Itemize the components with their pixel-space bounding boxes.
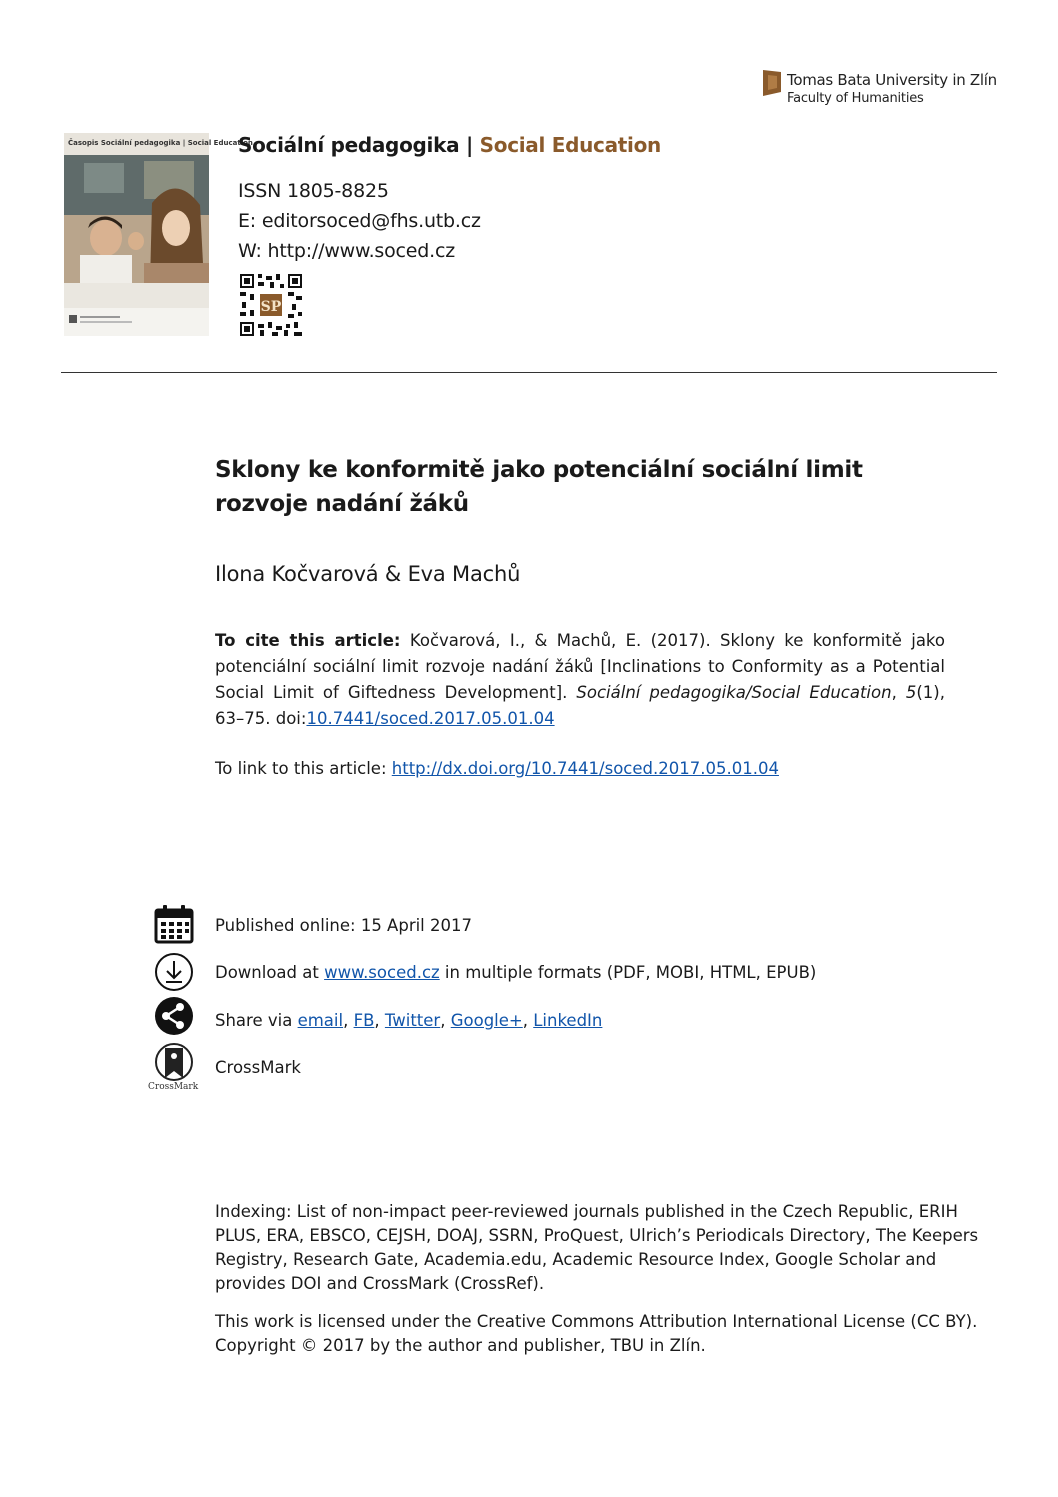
share-facebook-link[interactable]: FB	[353, 1011, 375, 1030]
share-icon[interactable]	[152, 994, 196, 1038]
citation-separator: ,	[891, 683, 906, 702]
crossmark-icon[interactable]	[152, 1042, 196, 1086]
university-logo	[761, 68, 1001, 112]
download-icon[interactable]	[152, 950, 196, 994]
article-link-line	[215, 759, 779, 778]
citation-text: Kočvarová, I., & Machů, E. (2017). Sklony ke konformitě jako potenciální sociální limit rozvoje nadání žáků [Inclinations to Conformity as a Potential Social Limit of Giftedness Development].	[215, 631, 945, 702]
license-text: This work is licensed under the Creative Commons Attribution International License (CC BY).	[215, 1312, 978, 1331]
article-url-link[interactable]: http://dx.doi.org/10.7441/soced.2017.05.01.04	[391, 759, 779, 778]
journal-title-separator: |	[465, 133, 473, 157]
citation-volume: 5	[905, 683, 917, 702]
share-prefix: Share via	[215, 1011, 298, 1030]
university-name: Tomas Bata University in Zlín	[787, 71, 997, 89]
doi-link[interactable]: 10.7441/soced.2017.05.01.04	[306, 709, 555, 728]
article-link-label: To link to this article:	[215, 759, 392, 778]
cover-title: Časopis Sociální pedagogika | Social Education	[68, 139, 253, 147]
download-prefix: Download at	[215, 963, 325, 982]
download-suffix: in multiple formats (PDF, MOBI, HTML, EPUB)	[439, 963, 817, 982]
share-googleplus-link[interactable]: Google+	[450, 1011, 523, 1030]
svg-text:SP: SP	[260, 299, 282, 315]
copyright-text: Copyright © 2017 by the author and publisher, TBU in Zlín.	[215, 1336, 706, 1355]
citation-rest: (1), 63–75. doi:	[215, 683, 945, 728]
journal-issn: ISSN 1805-8825	[238, 180, 389, 202]
download-link[interactable]: www.soced.cz	[324, 963, 440, 982]
license-info	[215, 1310, 985, 1358]
download-line	[215, 963, 816, 982]
published-date: Published online: 15 April 2017	[215, 916, 473, 935]
qr-code-icon	[240, 274, 302, 336]
article-authors: Ilona Kočvarová & Eva Machů	[215, 562, 521, 586]
share-email-link[interactable]: email	[297, 1011, 344, 1030]
citation-label: To cite this article:	[215, 631, 401, 650]
journal-title-en: Social Education	[479, 133, 661, 157]
share-line: Share via email, FB, Twitter, Google+, LinkedIn	[215, 1011, 603, 1030]
header-divider	[61, 372, 997, 373]
journal-cover-image	[64, 133, 253, 336]
journal-web: W: http://www.soced.cz	[238, 240, 456, 262]
journal-email: E: editorsoced@fhs.utb.cz	[238, 210, 481, 232]
indexing-info: Indexing: List of non-impact peer-reviewed journals published in the Czech Republic, ERIH PLUS, ERA, EBSCO, CEJSH, DOAJ, SSRN, ProQuest, Ulrich’s Periodicals Directory, The Keepers Registry, Research Gate, Academia.edu, Academic Resource Index, Google Scholar and provides DOI and CrossMark (CrossRef).	[215, 1202, 979, 1293]
crossmark-caption: CrossMark	[148, 1082, 199, 1092]
journal-title	[238, 133, 661, 157]
university-mark-icon	[761, 70, 785, 96]
faculty-name: Faculty of Humanities	[787, 91, 924, 106]
share-linkedin-link[interactable]: LinkedIn	[533, 1011, 603, 1030]
calendar-icon	[152, 904, 196, 948]
share-twitter-link[interactable]: Twitter	[384, 1011, 441, 1030]
citation-block	[215, 628, 945, 732]
crossmark-label[interactable]: CrossMark	[215, 1058, 301, 1077]
article-title: Sklony ke konformitě jako potenciální sociální limit rozvoje nadání žáků	[215, 457, 863, 517]
journal-title-cz: Sociální pedagogika	[238, 133, 460, 157]
citation-journal: Sociální pedagogika/Social Education	[576, 683, 892, 702]
